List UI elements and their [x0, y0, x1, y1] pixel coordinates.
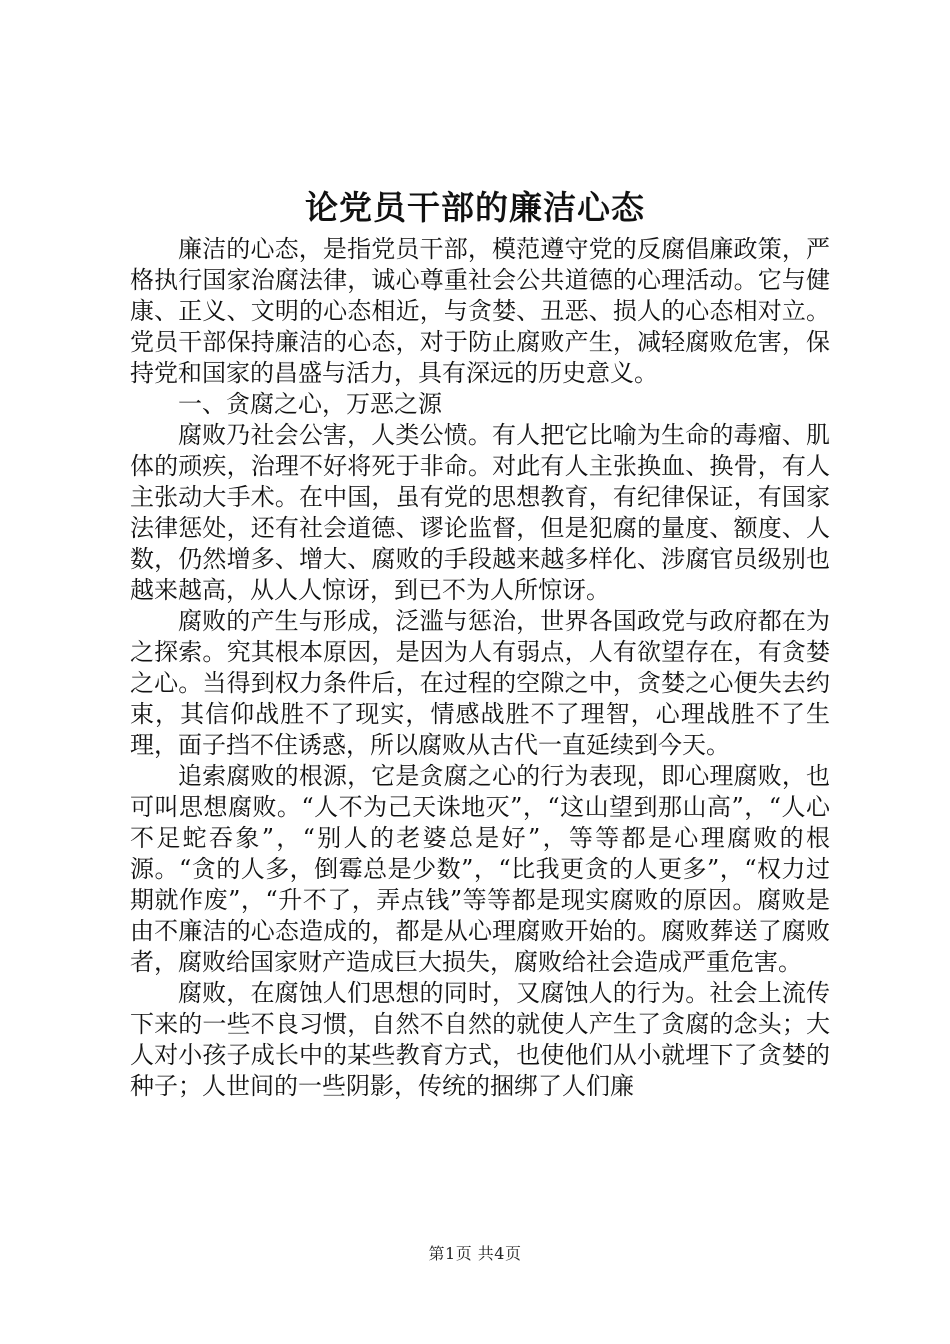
document-title: 论党员干部的廉洁心态	[305, 188, 645, 227]
section-heading-1: 一、贪腐之心，万恶之源	[178, 390, 442, 418]
page-footer: 第1页 共4页	[428, 1244, 522, 1263]
paragraph-2: 腐败乃社会公害，人类公愤。有人把它比喻为生命的毒瘤、肌体的顽疾，治理不好将死于非命。对此有人主张换血、换骨，有人主张动大手术。在中国，虽有党的思想教育，有纪律保证，有国家法律惩处，还有社会道德、谬论监督，但是犯腐的量度、额度、人数，仍然增多、增大、腐败的手段越来越多样化、涉腐官员级别也越来越高，从人人惊讶，到已不为人所惊讶。	[130, 421, 830, 604]
paragraph-5: 腐败，在腐蚀人们思想的同时，又腐蚀人的行为。社会上流传下来的一些不良习惯，自然不自然的就使人产生了贪腐的念头；大人对小孩子成长中的某些教育方式，也使他们从小就埋下了贪婪的种子；人世间的一些阴影，传统的捆绑了人们廉	[130, 979, 830, 1100]
paragraph-3: 腐败的产生与形成，泛滥与惩治，世界各国政党与政府都在为之探索。究其根本原因，是因为人有弱点，人有欲望存在，有贪婪之心。当得到权力条件后，在过程的空隙之中，贪婪之心便失去约束，其信仰战胜不了现实，情感战胜不了理智，心理战胜不了生理，面子挡不住诱惑，所以腐败从古代一直延续到今天。	[130, 607, 830, 759]
paragraph-intro: 廉洁的心态，是指党员干部，模范遵守党的反腐倡廉政策，严格执行国家治腐法律，诚心尊重社会公共道德的心理活动。它与健康、正义、文明的心态相近，与贪婪、丑恶、损人的心态相对立。党员干部保持廉洁的心态，对于防止腐败产生，减轻腐败危害，保持党和国家的昌盛与活力，具有深远的历史意义。	[130, 235, 830, 387]
document-body	[130, 234, 830, 1102]
paragraph-4: 追索腐败的根源，它是贪腐之心的行为表现，即心理腐败，也可叫思想腐败。“人不为己天诛地灭”，“这山望到那山高”，“人心不足蛇吞象”，“别人的老婆总是好”，等等都是心理腐败的根源。“贪的人多，倒霉总是少数”，“比我更贪的人更多”，“权力过期就作废”，“升不了，弄点钱”等等都是现实腐败的原因。腐败是由不廉洁的心态造成的，都是从心理腐败开始的。腐败葬送了腐败者，腐败给国家财产造成巨大损失，腐败给社会造成严重危害。	[130, 762, 830, 976]
